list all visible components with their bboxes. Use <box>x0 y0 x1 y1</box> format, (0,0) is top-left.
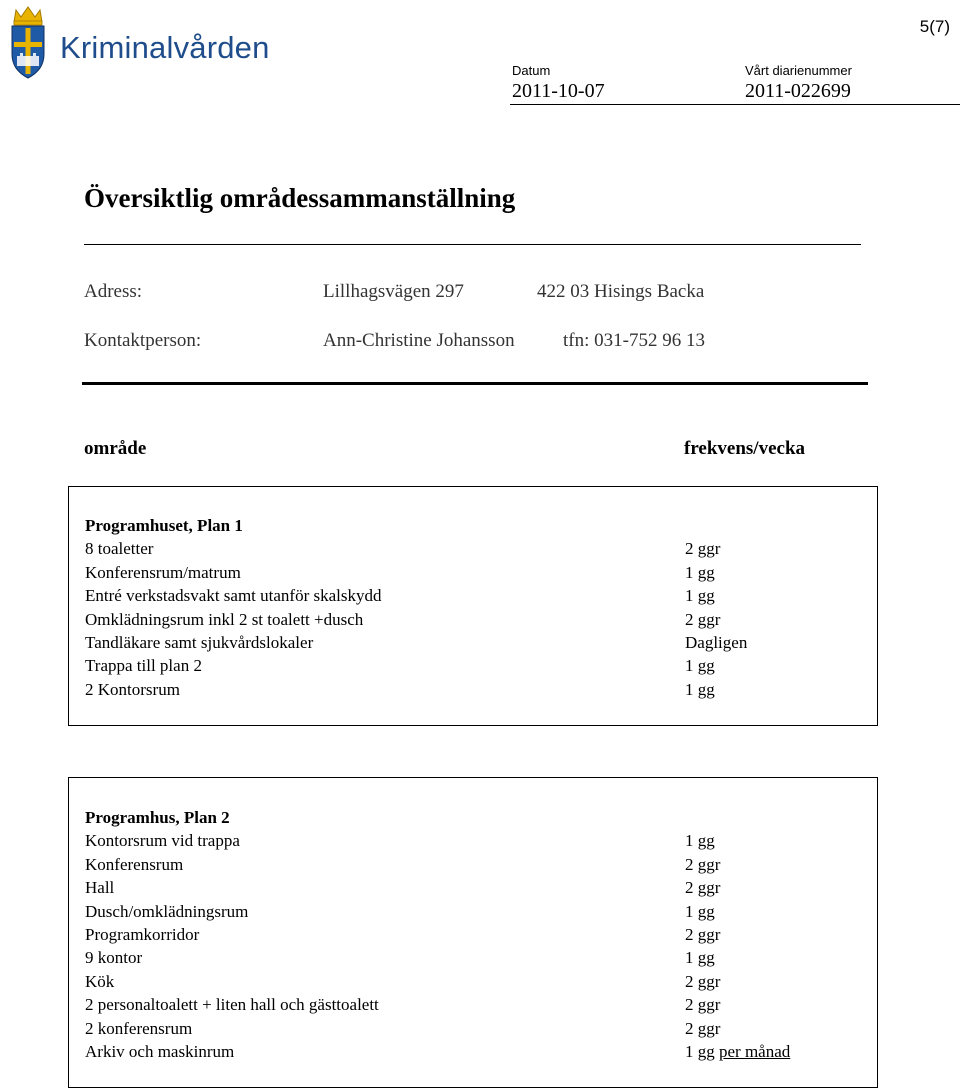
registration-value: 2011-022699 <box>745 80 851 102</box>
table-row <box>85 1017 865 1040</box>
table-row <box>85 970 865 993</box>
area-cell: 2 personaltoalett + liten hall och gästtoalett <box>85 995 379 1015</box>
frequency-column-header: frekvens/vecka <box>684 438 806 459</box>
section-box-plan-1 <box>68 486 878 726</box>
section-rows <box>85 514 865 701</box>
table-row <box>85 537 865 560</box>
table-row <box>85 900 865 923</box>
registration-label: Vårt diarienummer <box>745 63 852 78</box>
area-cell: Tandläkare samt sjukvårdslokaler <box>85 632 314 652</box>
header-divider <box>510 104 960 105</box>
area-cell: Trappa till plan 2 <box>85 656 202 676</box>
frequency-cell: 1 gg <box>685 901 715 921</box>
frequency-cell: 1 gg <box>685 656 715 676</box>
area-cell: 9 kontor <box>85 948 143 968</box>
date-value: 2011-10-07 <box>512 80 605 102</box>
frequency-cell: 1 gg <box>685 948 715 968</box>
frequency-cell: 1 gg <box>685 562 715 582</box>
table-row <box>85 654 865 677</box>
table-row <box>85 608 865 631</box>
frequency-cell: 2 ggr <box>685 995 721 1015</box>
area-cell: Konferensrum/matrum <box>85 562 241 582</box>
area-cell: 2 Kontorsrum <box>85 679 180 699</box>
frequency-cell: 2 ggr <box>685 609 721 629</box>
area-cell: 8 toaletter <box>85 539 154 559</box>
table-row <box>85 946 865 969</box>
contact-name: Ann-Christine Johansson <box>323 330 515 351</box>
frequency-cell: 2 ggr <box>685 878 721 898</box>
table-row <box>85 853 865 876</box>
area-column-header: område <box>84 438 147 459</box>
area-cell: 2 konferensrum <box>85 1018 193 1038</box>
section-box-plan-2 <box>68 777 878 1088</box>
area-cell: Hall <box>85 878 115 898</box>
address-city: 422 03 Hisings Backa <box>537 281 705 302</box>
frequency-cell: 1 gg <box>685 586 715 606</box>
area-cell: Dusch/omklädningsrum <box>85 901 249 921</box>
frequency-suffix: per månad <box>719 1041 791 1061</box>
frequency-cell: 1 gg <box>685 679 715 699</box>
date-label: Datum <box>512 63 551 78</box>
frequency-cell: 2 ggr <box>685 1018 721 1038</box>
page-number: 5(7) <box>919 17 950 36</box>
section-rows <box>85 806 865 1063</box>
area-cell: Programkorridor <box>85 924 200 944</box>
table-row <box>85 829 865 852</box>
coat-of-arms-logo <box>8 4 48 80</box>
area-cell: Entré verkstadsvakt samt utanför skalskydd <box>85 586 382 606</box>
table-row <box>85 584 865 607</box>
info-divider <box>82 382 868 385</box>
contact-label: Kontaktperson: <box>84 330 202 351</box>
table-row <box>85 631 865 654</box>
section-title: Programhus, Plan 2 <box>85 808 230 827</box>
table-row <box>85 876 865 899</box>
section-title: Programhuset, Plan 1 <box>85 516 243 535</box>
table-row <box>85 678 865 701</box>
table-row <box>85 1040 865 1063</box>
frequency-cell: Dagligen <box>685 632 748 652</box>
address-street: Lillhagsvägen 297 <box>323 281 464 302</box>
area-cell: Konferensrum <box>85 854 184 874</box>
address-label: Adress: <box>84 281 143 302</box>
frequency-cell: 2 ggr <box>685 854 721 874</box>
frequency-cell: 2 ggr <box>685 924 721 944</box>
area-cell: Omklädningsrum inkl 2 st toalett +dusch <box>85 609 364 629</box>
frequency-cell: 2 ggr <box>685 539 721 559</box>
table-row <box>85 993 865 1016</box>
area-cell: Kontorsrum vid trappa <box>85 831 240 851</box>
frequency-cell <box>685 1040 790 1063</box>
table-row <box>85 561 865 584</box>
table-row <box>85 923 865 946</box>
area-cell: Arkiv och maskinrum <box>85 1041 235 1061</box>
frequency-value: 1 gg <box>685 1041 715 1061</box>
area-cell: Kök <box>85 971 115 991</box>
document-title: Översiktlig områdessammanställning <box>84 183 516 213</box>
frequency-cell: 2 ggr <box>685 971 721 991</box>
brand-name: Kriminalvården <box>60 30 270 65</box>
frequency-cell: 1 gg <box>685 831 715 851</box>
contact-phone: tfn: 031-752 96 13 <box>563 330 705 351</box>
title-divider <box>84 244 861 245</box>
